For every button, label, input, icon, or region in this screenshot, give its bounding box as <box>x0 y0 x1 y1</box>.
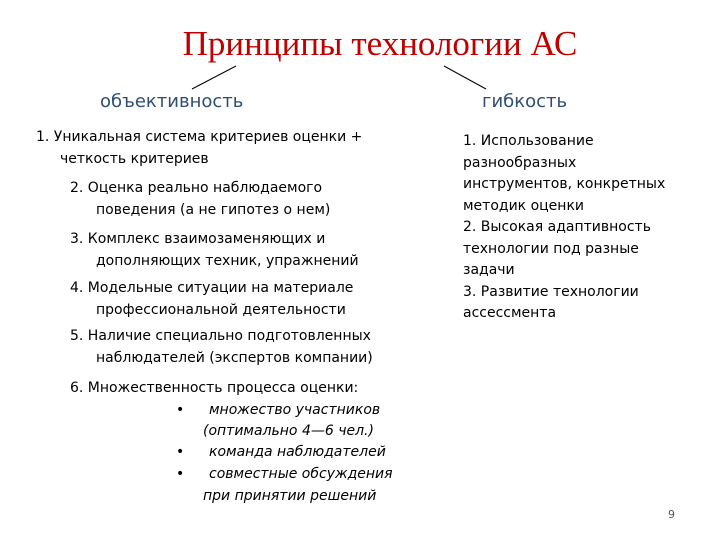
left-item-4-line-2: профессиональной деятельности <box>96 302 346 318</box>
right-line-8: 3. Развитие технологии <box>463 284 639 300</box>
connector-line-right <box>444 66 486 89</box>
right-line-2: разнообразных <box>463 155 577 171</box>
bullet-icon: • <box>176 444 185 460</box>
bullet-3-line-1: совместные обсуждения <box>209 466 393 482</box>
left-item-1-line-1: 1. Уникальная система критериев оценки + <box>36 129 363 145</box>
heading-objectivity: объективность <box>100 91 244 112</box>
bullet-icon: • <box>176 402 185 418</box>
bullet-1-line-1: множество участников <box>209 402 381 418</box>
left-item-5-line-2: наблюдателей (экспертов компании) <box>96 350 373 366</box>
right-line-1: 1. Использование <box>463 133 594 149</box>
left-item-2-line-2: поведения (а не гипотез о нем) <box>96 202 331 218</box>
page-title: Принципы технологии АС <box>182 24 578 63</box>
left-item-4-line-1: 4. Модельные ситуации на материале <box>70 280 354 296</box>
right-line-3: инструментов, конкретных <box>463 176 666 192</box>
bullet-2-line-1: команда наблюдателей <box>209 444 386 460</box>
right-line-5: 2. Высокая адаптивность <box>463 219 651 235</box>
left-item-5-line-1: 5. Наличие специально подготовленных <box>70 328 371 344</box>
left-item-1-line-2: четкость критериев <box>60 151 209 167</box>
left-item-2-line-1: 2. Оценка реально наблюдаемого <box>70 180 323 196</box>
right-line-7: задачи <box>463 262 515 278</box>
right-line-6: технологии под разные <box>463 241 639 257</box>
left-item-6-line-1: 6. Множественность процесса оценки: <box>70 380 359 396</box>
page-number: 9 <box>668 508 675 521</box>
bullet-1-line-2: (оптимально 4—6 чел.) <box>203 423 374 439</box>
bullet-3-line-2: при принятии решений <box>203 488 377 504</box>
connector-line-left <box>192 66 236 89</box>
heading-flexibility: гибкость <box>482 91 568 112</box>
right-line-9: ассессмента <box>463 305 557 321</box>
left-item-3-line-2: дополняющих техник, упражнений <box>96 253 359 269</box>
right-line-4: методик оценки <box>463 198 584 214</box>
left-item-3-line-1: 3. Комплекс взаимозаменяющих и <box>70 231 326 247</box>
bullet-icon: • <box>176 466 185 482</box>
